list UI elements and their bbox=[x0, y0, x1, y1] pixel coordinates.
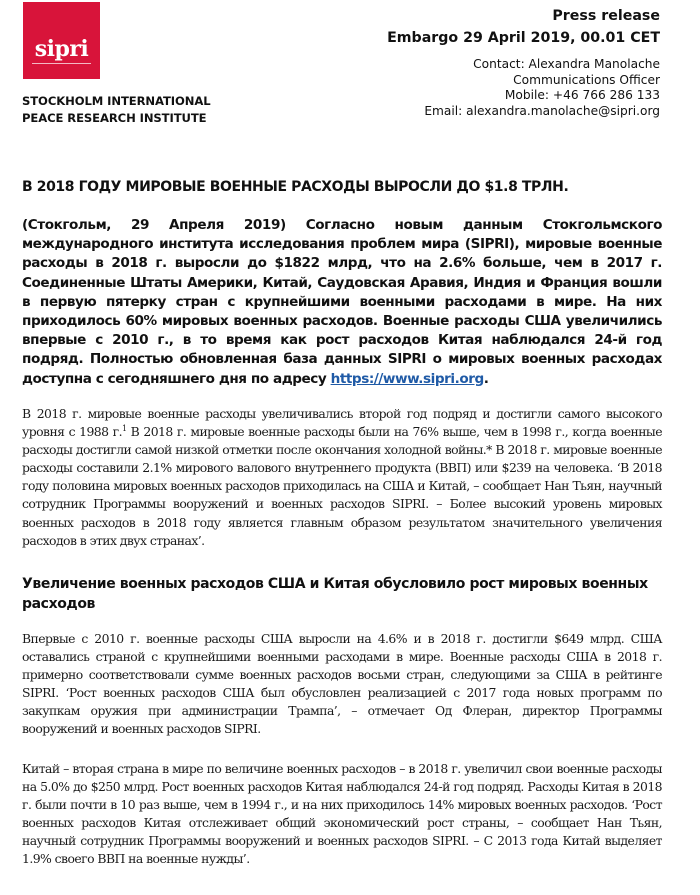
footnote-marker[interactable]: 1 bbox=[121, 423, 127, 433]
lead-paragraph bbox=[22, 216, 662, 389]
paragraph-text: В 2018 г. мировые военные расходы были на 76% выше, чем в 1998 г., когда военные расходы достигли самой низкой отметки после окончания холодной войны.* В 2018 г. мировые военные расходы составили 2.1% мирового валового внутреннего продукта (ВВП) или $239 на человека. ‘В 2018 году половина мировых военных расходов приходилась на США и Китай, – сообщает Нан Тьян, научный сотрудник Программы вооружений и военных расходов SIPRI. – Более высокий уровень мировых военных расходов в 2018 году является главным образом результатом значительного увеличения расходов в этих двух странах’. bbox=[22, 424, 663, 548]
section-subheading: Увеличение военных расходов США и Китая обусловило рост мировых военных расходов bbox=[22, 576, 648, 612]
institute-name bbox=[22, 93, 211, 127]
institute-line-2: PEACE RESEARCH INSTITUTE bbox=[22, 111, 207, 125]
paragraph-world-spending bbox=[22, 405, 662, 550]
press-header bbox=[387, 6, 660, 119]
contact-block bbox=[387, 57, 660, 119]
contact-email[interactable]: Email: alexandra.manolache@sipri.org bbox=[424, 103, 660, 118]
paragraph-china: Китай – вторая страна в мире по величине военных расходов – в 2018 г. увеличил свои военные расходы на 5.0% до $250 млрд. Рост военных расходов Китая наблюдался 24-й год подряд. Расходы Китая в 2018 г. были почти в 10 раз выше, чем в 1994 г., и на них приходилось 14% мировых военных расходов. ‘Рост военных расходов Китая отслеживает общий экономический рост страны, – сообщает Нан Тьян, научный сотрудник Программы вооружений и военных расходов SIPRI. – С 2013 года Китай выделяет 1.9% своего ВВП на военные нужды’. bbox=[22, 761, 662, 867]
page-title: В 2018 ГОДУ МИРОВЫЕ ВОЕННЫЕ РАСХОДЫ ВЫРОСЛИ ДО $1.8 ТРЛН. bbox=[22, 179, 569, 195]
logo-underline bbox=[32, 63, 91, 64]
sipri-website-link[interactable]: https://www.sipri.org bbox=[330, 370, 484, 387]
embargo-line: Embargo 29 April 2019, 00.01 CET bbox=[387, 30, 660, 46]
logo-text: sipri bbox=[34, 36, 89, 62]
institute-line-1: STOCKHOLM INTERNATIONAL bbox=[22, 94, 211, 108]
contact-mobile: Mobile: +46 766 286 133 bbox=[504, 88, 660, 102]
sipri-logo bbox=[23, 2, 100, 79]
contact-name: Contact: Alexandra Manolache bbox=[473, 57, 660, 71]
contact-role: Communications Officer bbox=[513, 72, 660, 87]
press-release-label: Press release bbox=[552, 8, 660, 24]
lead-text: (Стокгольм, 29 Апреля 2019) Согласно новым данным Стокгольмского международного института исследования проблем мира (SIPRI), мировые военные расходы в 2018 г. выросли до $1822 млрд, что на 2.6% больше, чем в 2017 г. Соединенные Штаты Америки, Китай, Саудовская Аравия, Индия и Франция вошли в первую пятерку стран с крупнейшими военными расходами в мире. На них приходилось 60% мировых военных расходов. Военные расходы США увеличились впервые с 2010 г., в то время как рост расходов Китая наблюдался 24-й год подряд. Полностью обновленная база данных SIPRI о мировых военных расходах доступна с сегодняшнего дня по адресу bbox=[22, 217, 662, 387]
paragraph-usa: Впервые с 2010 г. военные расходы США выросли на 4.6% и в 2018 г. достигли $649 млрд. США оставались страной с крупнейшими военными расходами в мире. Военные расходы США в 2018 г. примерно соответствовали сумме военных расходов восьми стран, следующими за США в рейтинге SIPRI. ‘Рост военных расходов США был обусловлен реализацией с 2017 года новых программ по закупкам оружия при администрации Трампа’, – отмечает Од Флеран, директор Программы вооружений и военных расходов SIPRI. bbox=[22, 631, 662, 737]
lead-end: . bbox=[483, 370, 489, 387]
paragraph-text: В 2018 г. мировые военные расходы увеличивались второй год подряд и достигли самого высокого уровня с 1988 г. bbox=[22, 406, 662, 440]
